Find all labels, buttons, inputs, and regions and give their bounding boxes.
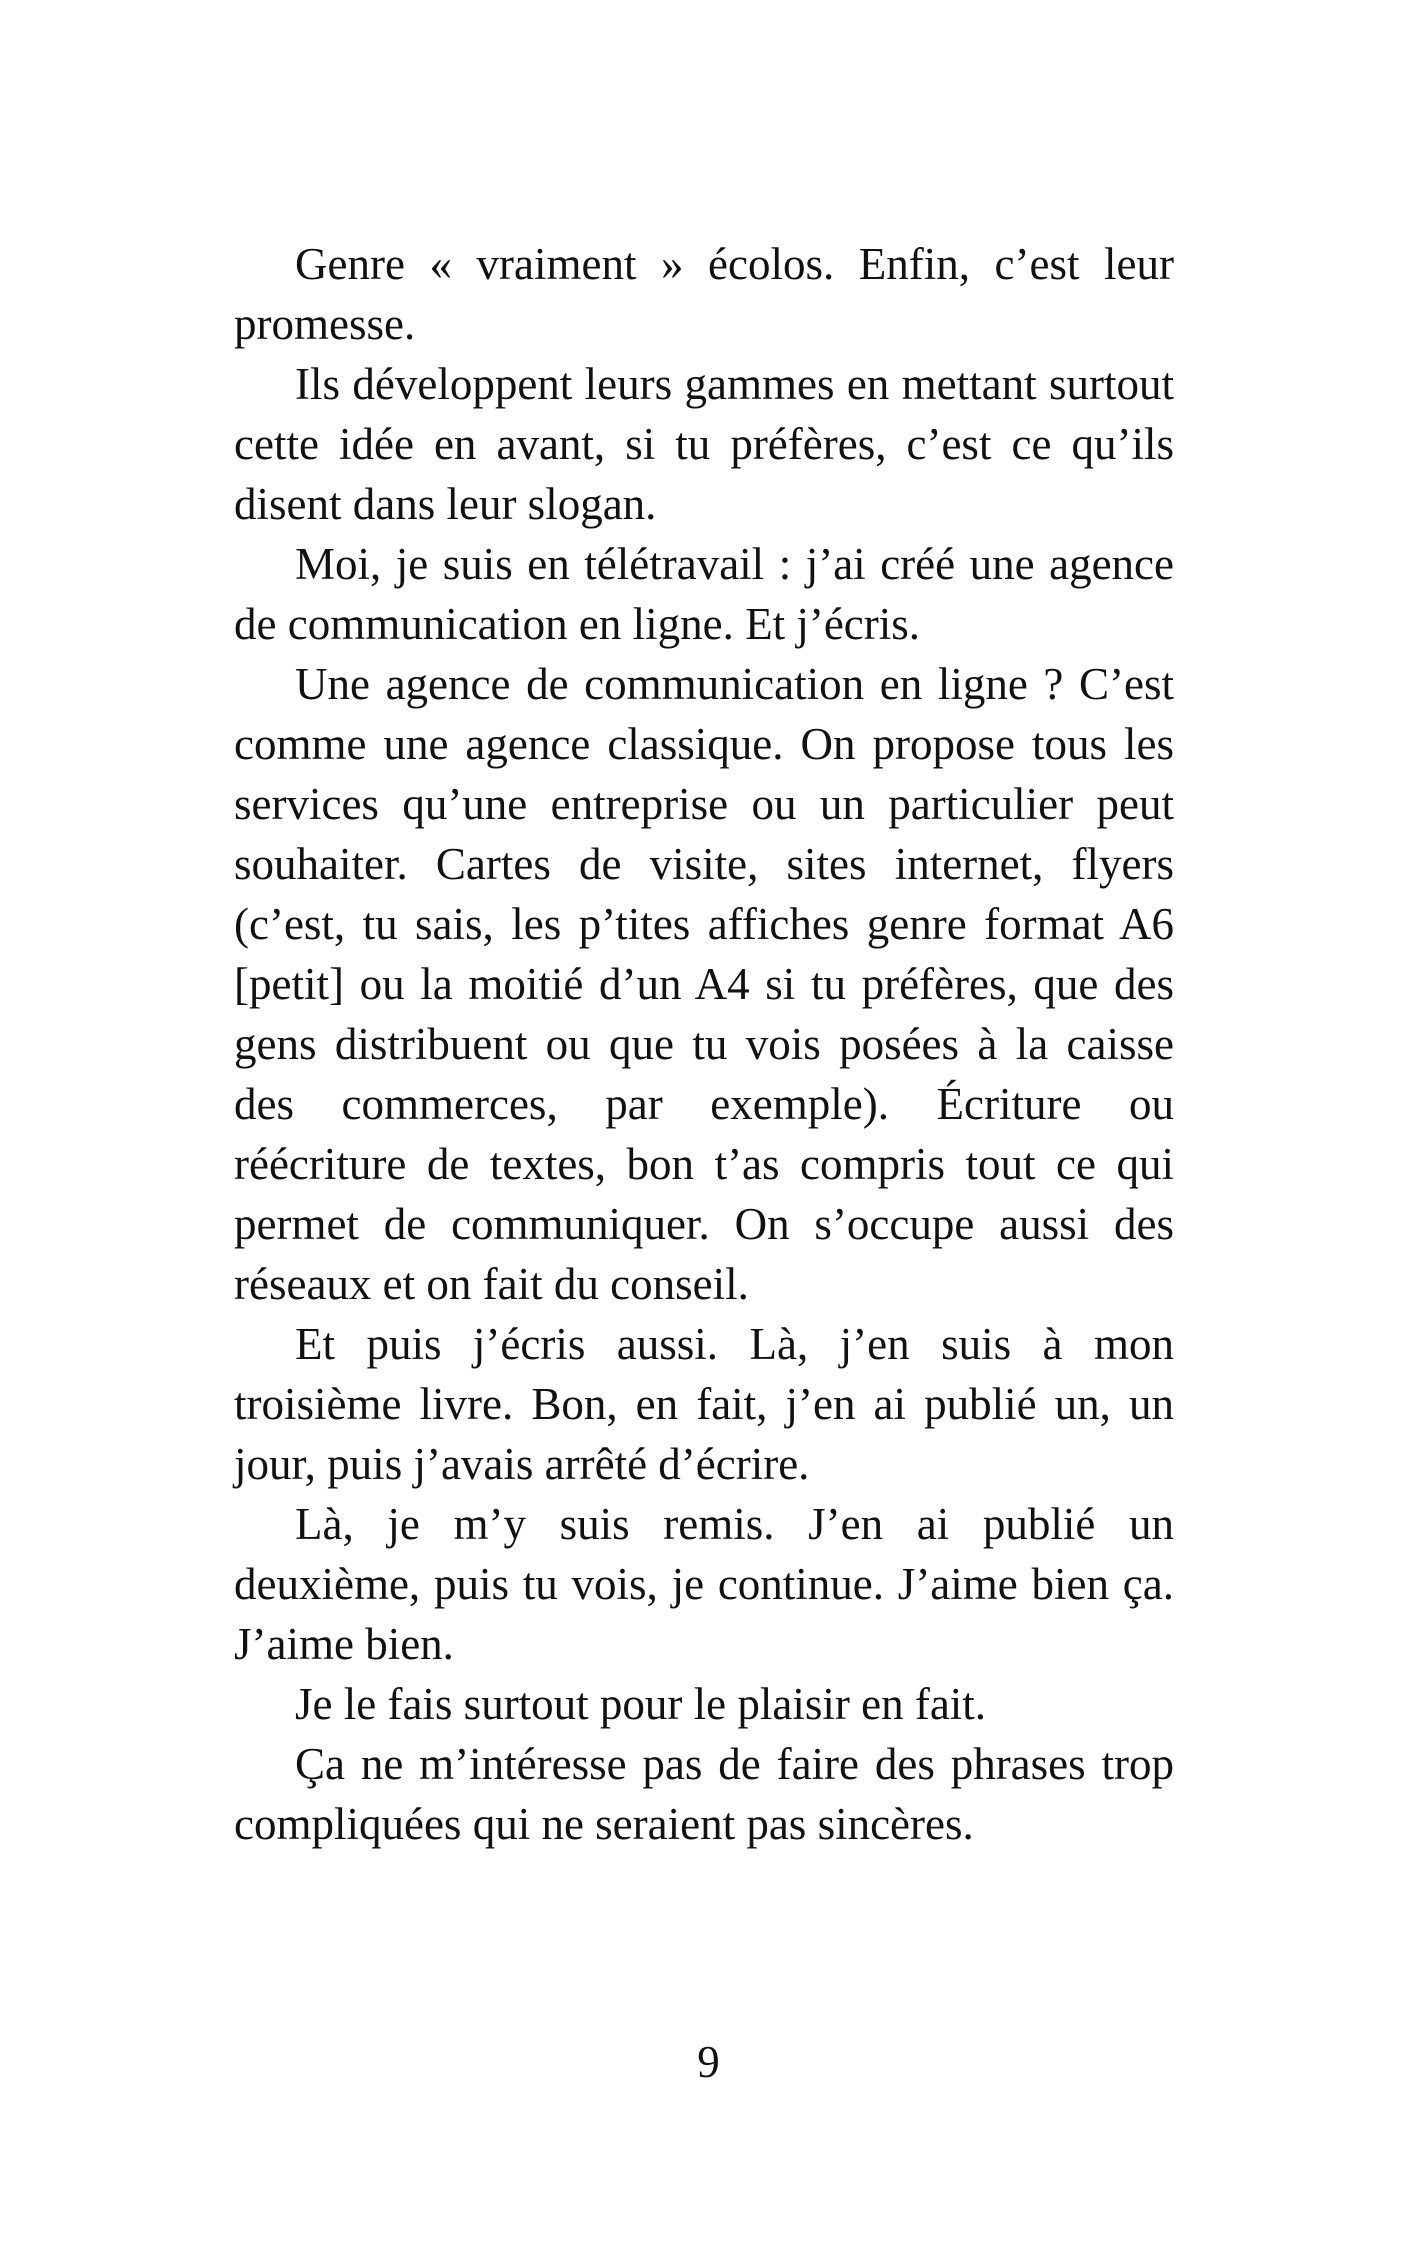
paragraph-5: Et puis j’écris aussi. Là, j’en suis à mon troisième livre. Bon, en fait, j’en ai publié un, un jour, puis j’avais arrêté d’écrire.: [234, 1319, 1174, 1489]
paragraph-1: Genre « vraiment » écolos. Enfin, c’est leur promesse.: [234, 239, 1174, 349]
paragraph-6: Là, je m’y suis remis. J’en ai publié un deuxième, puis tu vois, je continue. J’aime bien ça. J’aime bien.: [234, 1499, 1174, 1669]
paragraph-4: Une agence de communication en ligne ? C’est comme une agence classique. On propose tous les services qu’une entreprise ou un particulier peut souhaiter. Cartes de visite, sites internet, flyers (c’est, tu sais, les p’tites affiches genre format A6 [petit] ou la moitié d’un A4 si tu préfères, que des gens distribuent ou que tu vois posées à la caisse des commerces, par exemple). Écriture ou réécriture de textes, bon t’as compris tout ce qui permet de communiquer. On s’occupe aussi des réseaux et on fait du conseil.: [234, 659, 1174, 1309]
paragraph-8: Ça ne m’intéresse pas de faire des phrases trop compliquées qui ne seraient pas sincères.: [234, 1739, 1174, 1849]
paragraph-2: Ils développent leurs gammes en mettant surtout cette idée en avant, si tu préfères, c’est ce qu’ils disent dans leur slogan.: [234, 359, 1174, 529]
paragraph-3: Moi, je suis en télétravail : j’ai créé une agence de communication en ligne. Et j’écris.: [234, 539, 1174, 649]
body-text: [234, 234, 1174, 1854]
page-number: 9: [697, 2037, 720, 2087]
paragraph-7: Je le fais surtout pour le plaisir en fait.: [295, 1679, 987, 1729]
